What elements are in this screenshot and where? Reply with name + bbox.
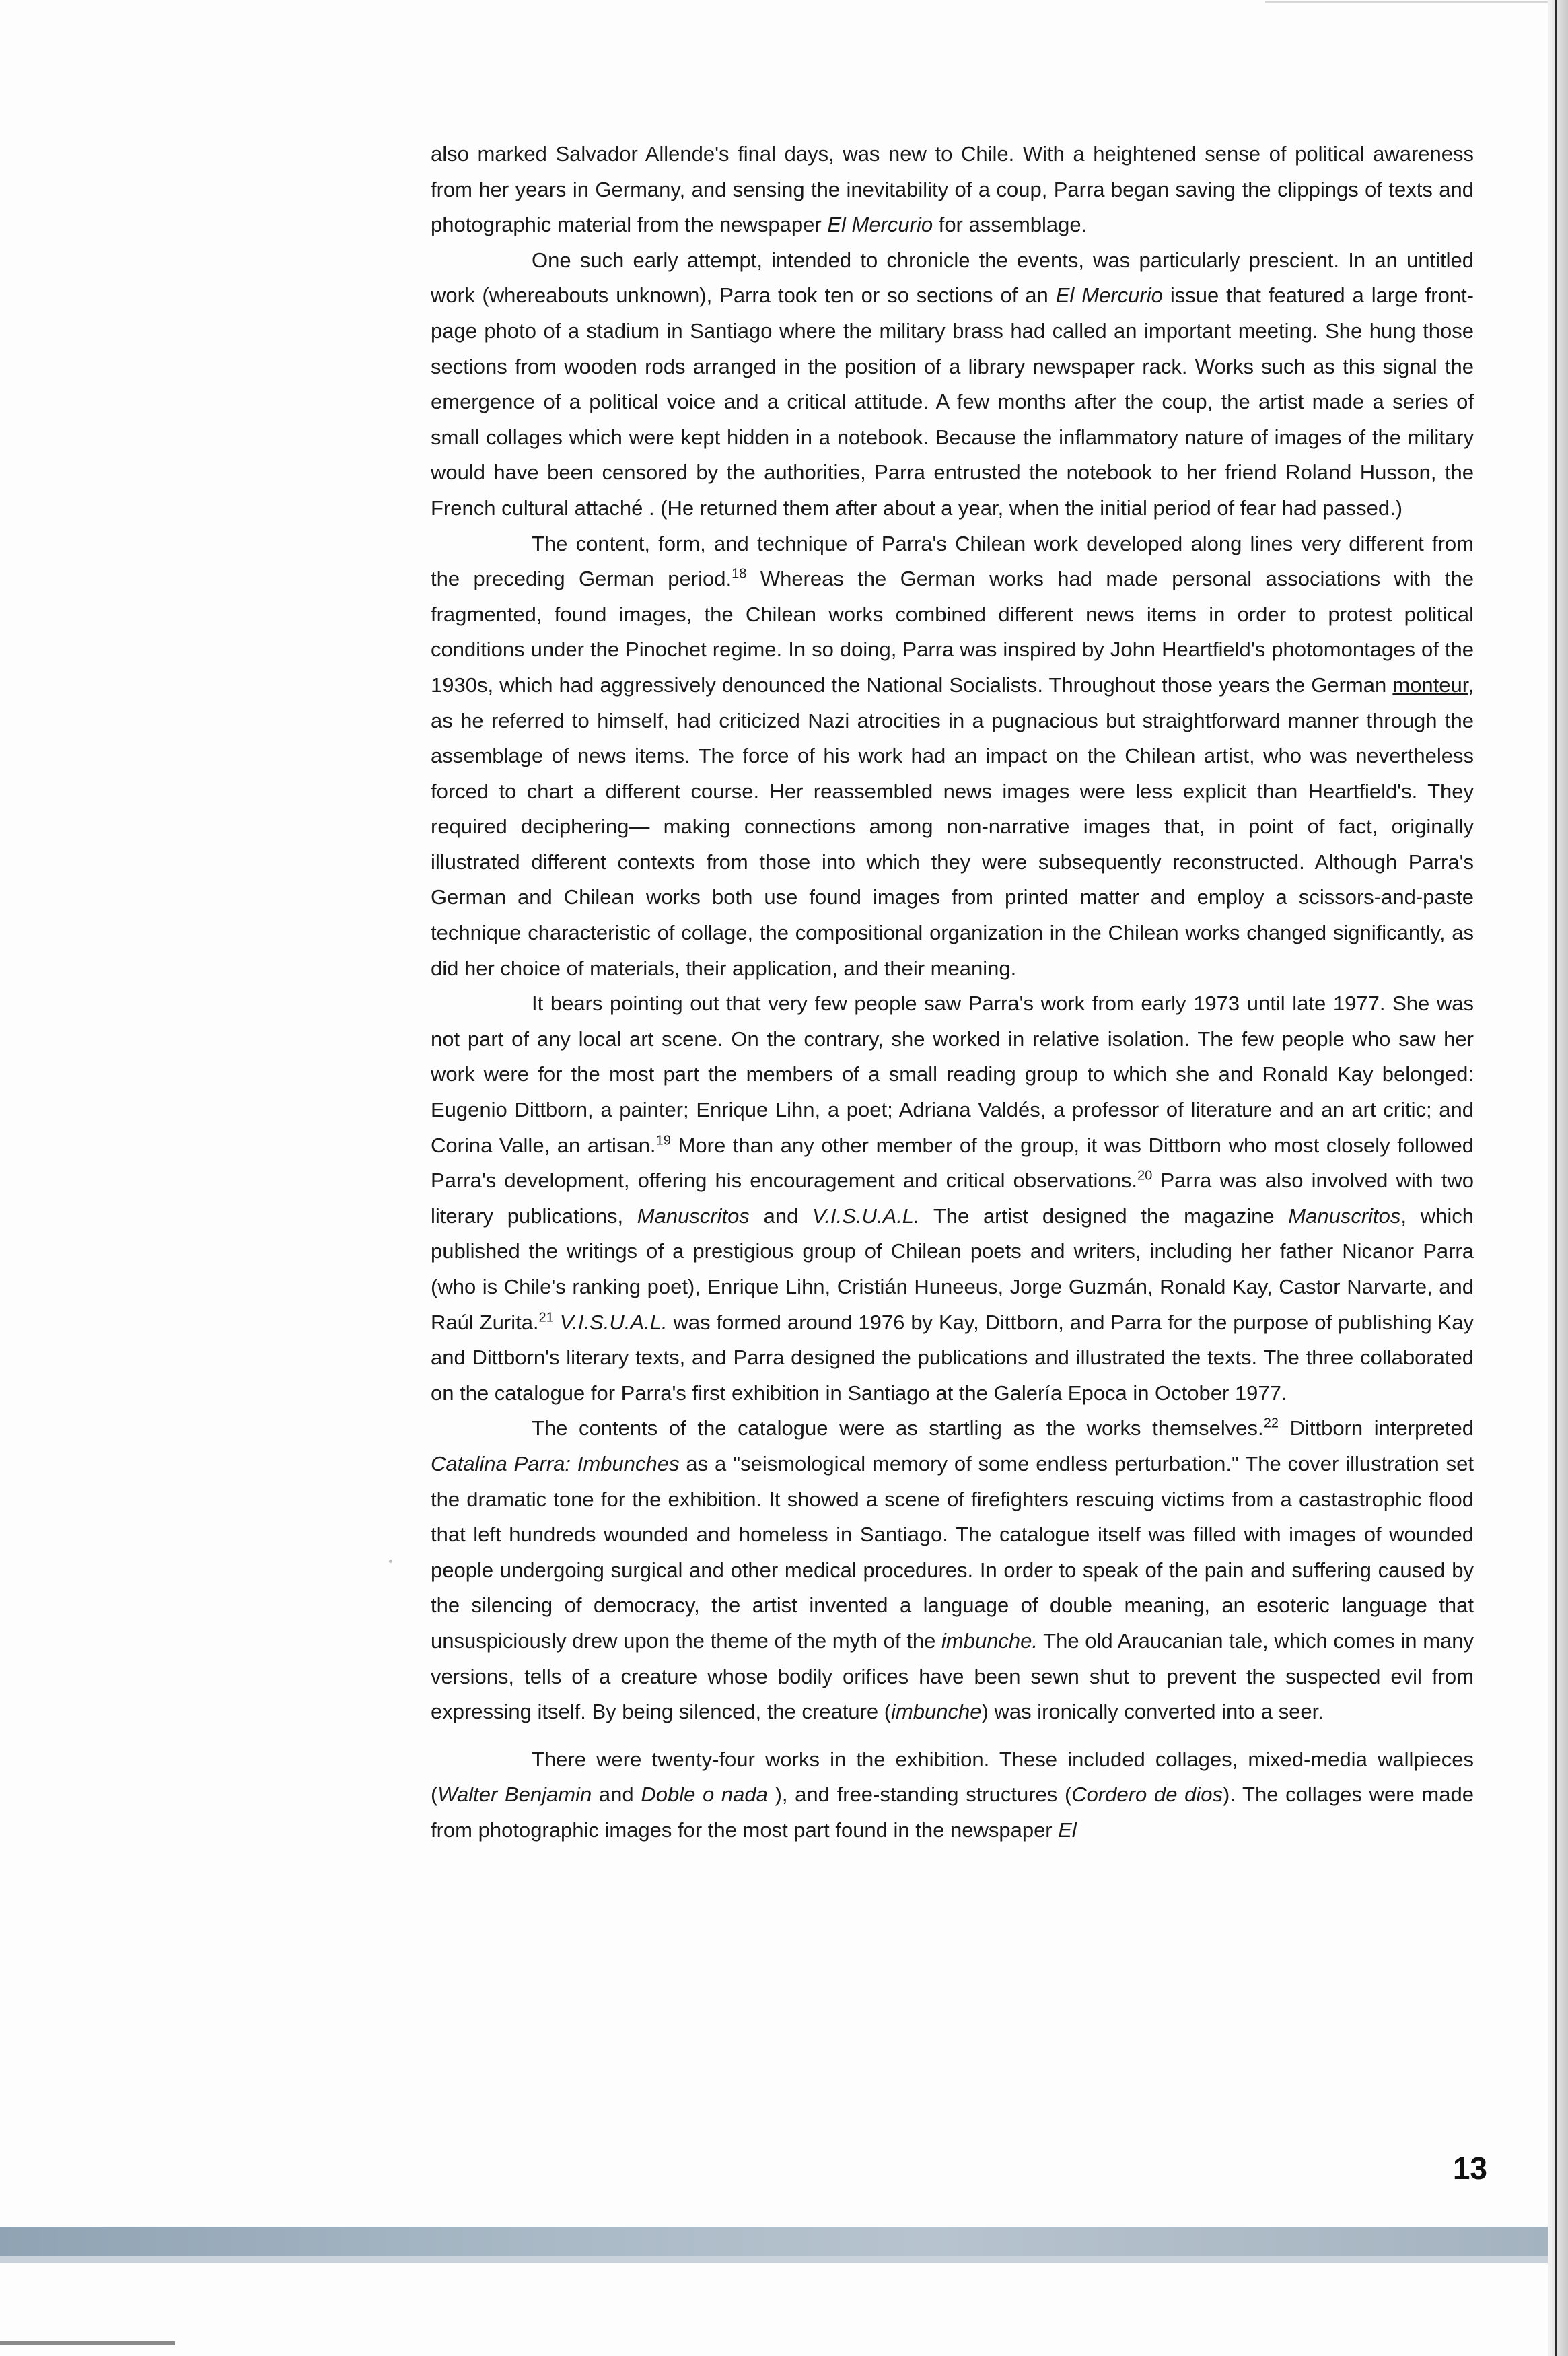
body-text [431, 137, 1474, 1848]
italic-title: Walter Benjamin [437, 1782, 592, 1807]
text-run: Parra was also involved with two literary publications, [431, 1169, 1474, 1228]
text-run: for assemblage. [933, 213, 1088, 237]
paragraph-4 [431, 986, 1474, 1411]
text-run: and [592, 1782, 641, 1807]
text-run: , which published the writings of a prestigious group of Chilean poets and writers, including her father Nicanor Parra (who is Chile's ranking poet), Enrique Lihn, Cristián Huneeus, Jorge Guzmán, Ronald Kay, Castor Narvarte, and Raúl Zurita. [431, 1204, 1474, 1334]
italic-title: V.I.S.U.A.L. [559, 1310, 668, 1334]
footnote-marker: 19 [655, 1133, 671, 1148]
italic-title: Doble o nada [641, 1782, 768, 1807]
text-run: More than any other member of the group, it was Dittborn who most closely followed Parra's development, offering his encouragement and critical observations. [431, 1133, 1474, 1193]
text-run: ), and free-standing structures ( [767, 1782, 1072, 1807]
text-run: was formed around 1976 by Kay, Dittborn, and Parra for the purpose of publishing Kay and Dittborn's literary texts, and Parra designed the publications and illustrated the texts. The three collaborated on the catalogue for Parra's first exhibition in Santiago at the Galería Epoca in October 1977. [431, 1310, 1474, 1405]
text-run [554, 1311, 560, 1334]
footer-bar [0, 2227, 1548, 2256]
italic-title: Catalina Parra: Imbunches [431, 1451, 680, 1476]
text-run: also marked Salvador Allende's final days, was new to Chile. With a heightened sense of political awareness from her years in Germany, and sensing the inevitability of a coup, Parra began saving the clippings of texts and photographic material from the newspaper [431, 142, 1474, 237]
text-run: It bears pointing out that very few people saw Parra's work from early 1973 until late 1977. She was not part of any local art scene. On the contrary, she worked in relative isolation. The few people who saw her work were for the most part the members of a small reading group to which she and Ronald Kay belonged: Eugenio Dittborn, a painter; Enrique Lihn, a poet; Adriana Valdés, a professor of literature and an art critic; and Corina Valle, an artisan. [431, 992, 1474, 1157]
footnote-marker: 21 [538, 1310, 554, 1325]
italic-title: El Mercurio [1055, 283, 1163, 308]
text-run: Whereas the German works had made personal associations with the fragmented, found images, the Chilean works combined different news items in order to protest political conditions under the Pinochet regime. In so doing, Parra was inspired by John Heartfield's photomontages of the 1930s, which had aggressively denounced the National Socialists. Throughout those years the German [431, 567, 1474, 697]
footnote-marker: 20 [1137, 1168, 1153, 1183]
footer-bar-edge [0, 2256, 1548, 2263]
paragraph-2 [431, 243, 1474, 526]
paragraph-3 [431, 526, 1474, 987]
paragraph-1 [431, 137, 1474, 243]
italic-title: Manuscritos [637, 1204, 750, 1228]
text-run: and [749, 1204, 813, 1228]
scan-artifact-line [0, 2341, 175, 2345]
italic-title: Cordero de dios [1071, 1782, 1223, 1807]
text-run: The old Araucanian tale, which comes in many versions, tells of a creature whose bodily orifices have been sewn shut to prevent the suspected evil from expressing itself. By being silenced, the creature ( [431, 1628, 1474, 1724]
underlined-term: monteur [1392, 672, 1468, 697]
italic-title: El Mercurio [827, 213, 933, 237]
text-run: One such early attempt, intended to chronicle the events, was particularly prescient. In an untitled work (whereabouts unknown), Parra took ten or so sections of an [431, 248, 1474, 308]
text-run: The content, form, and technique of Parra's Chilean work developed along lines very different from the preceding German period. [431, 531, 1474, 591]
binding-shadow [1548, 0, 1568, 2356]
paragraph-5 [431, 1411, 1474, 1729]
text-run: , as he referred to himself, had criticized Nazi atrocities in a pugnacious but straightforward manner through the assemblage of news items. The force of his work had an impact on the Chilean artist, who was nevertheless forced to chart a different course. Her reassembled news images were less explicit than Heartfield's. They required deciphering— making connections among non-narrative images that, in point of fact, originally illustrated different contexts from those into which they were subsequently reconstructed. Although Parra's German and Chilean works both use found images from printed matter and employ a scissors-and-paste technique characteristic of collage, the compositional organization in the Chilean works changed significantly, as did her choice of materials, their application, and their meaning. [431, 672, 1474, 980]
text-run: issue that featured a large front-page photo of a stadium in Santiago where the military brass had called an important meeting. She hung those sections from wooden rods arranged in the position of a library newspaper rack. Works such as this signal the emergence of a political voice and a critical attitude. A few months after the coup, the artist made a series of small collages which were kept hidden in a notebook. Because the inflammatory nature of images of the military would have been censored by the authorities, Parra entrusted the notebook to her friend Roland Husson, the French cultural attaché . (He returned them after about a year, when the initial period of fear had passed.) [431, 283, 1474, 520]
margin-speck [389, 1560, 392, 1563]
footnote-marker: 18 [732, 566, 747, 582]
italic-title: imbunche [891, 1700, 982, 1724]
text-run: The artist designed the magazine [919, 1204, 1289, 1228]
footnote-marker: 22 [1263, 1416, 1279, 1432]
text-run: as a "seismological memory of some endless perturbation." The cover illustration set the dramatic tone for the exhibition. It showed a scene of firefighters rescuing victims from a castastrophic flood that left hundreds wounded and homeless in Santiago. The catalogue itself was filled with images of wounded people undergoing surgical and other medical procedures. In order to speak of the pain and suffering caused by the silencing of democracy, the artist invented a language of double meaning, an esoteric language that unsuspiciously drew upon the theme of the myth of the [431, 1451, 1474, 1653]
text-run: Dittborn interpreted [1278, 1416, 1474, 1441]
italic-title: V.I.S.U.A.L. [812, 1204, 920, 1228]
text-run: The contents of the catalogue were as startling as the works themselves. [532, 1416, 1264, 1441]
italic-title: El [1058, 1817, 1077, 1842]
italic-title: imbunche. [941, 1628, 1038, 1653]
text-run: ). The collages were made from photographic images for the most part found in the newspaper [431, 1782, 1474, 1842]
page-edge [1555, 0, 1557, 2356]
text-run: There were twenty-four works in the exhibition. These included collages, mixed-media wallpieces ( [431, 1747, 1474, 1807]
paragraph-6 [431, 1742, 1474, 1848]
text-run: ) was ironically converted into a seer. [981, 1700, 1324, 1724]
page-number: 13 [1452, 2151, 1487, 2186]
top-edge-shadow [1265, 1, 1548, 3]
italic-title: Manuscritos [1288, 1204, 1401, 1228]
